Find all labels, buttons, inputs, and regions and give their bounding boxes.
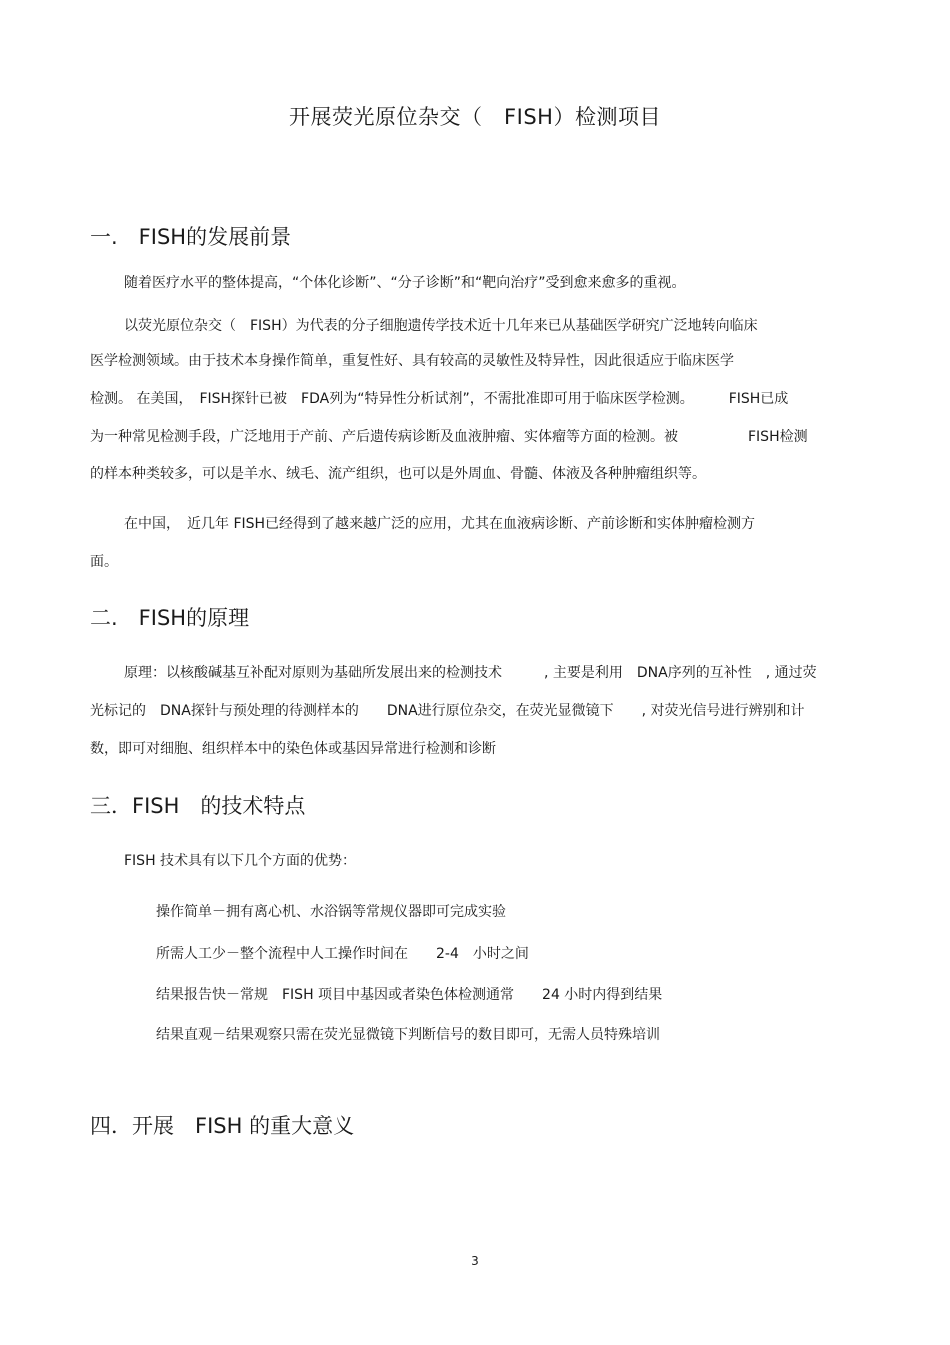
paragraph-line: 以荧光原位杂交（ FISH）为代表的分子细胞遗传学技术近十几年来已从基础医学研究广泛地转向临床 bbox=[124, 318, 758, 334]
paragraph-line: 的样本种类较多，可以是羊水、绒毛、流产组织，也可以是外周血、骨髓、体液及各种肿瘤组织等。 bbox=[90, 466, 706, 482]
paragraph-line: 在中国， 近几年 FISH已经得到了越来越广泛的应用，尤其在血液病诊断、产前诊断和实体肿瘤检测方 bbox=[124, 516, 756, 532]
document-title: 开展荧光原位杂交（ FISH）检测项目 bbox=[289, 105, 661, 129]
section-heading-2: 二. FISH的原理 bbox=[90, 606, 250, 630]
section-heading-3: 三．FISH 的技术特点 bbox=[90, 794, 306, 818]
paragraph-line: 面。 bbox=[90, 554, 118, 570]
paragraph-line: 检测。 在美国， FISH探针已被 FDA列为“特异性分析试剂”，不需批准即可用于临床医学检测。 FISH已成 bbox=[90, 391, 789, 407]
paragraph-line: 为一种常见检测手段，广泛地用于产前、产后遗传病诊断及血液肿瘤、实体瘤等方面的检测。被 FISH检测 bbox=[90, 429, 808, 445]
page-number: 3 bbox=[471, 1254, 479, 1268]
list-item: 操作简单－拥有离心机、水浴锅等常规仪器即可完成实验 bbox=[156, 904, 506, 920]
list-item: 所需人工少－整个流程中人工操作时间在 2-4 小时之间 bbox=[156, 946, 529, 962]
paragraph-line: 数，即可对细胞、组织样本中的染色体或基因异常进行检测和诊断 bbox=[90, 741, 496, 757]
paragraph-line: 原理：以核酸碱基互补配对原则为基础所发展出来的检测技术 , 主要是利用 DNA序列的互补性 , 通过荧 bbox=[124, 665, 817, 681]
paragraph-line: 医学检测领域。由于技术本身操作简单，重复性好、具有较高的灵敏性及特异性，因此很适应于临床医学 bbox=[90, 353, 734, 369]
list-item: 结果报告快－常规 FISH 项目中基因或者染色体检测通常 24 小时内得到结果 bbox=[156, 987, 663, 1003]
section-heading-4: 四．开展 FISH 的重大意义 bbox=[90, 1114, 355, 1138]
paragraph-line: 光标记的 DNA探针与预处理的待测样本的 DNA进行原位杂交，在荧光显微镜下 , 对荧光信号进行辨别和计 bbox=[90, 703, 805, 719]
list-item: 结果直观－结果观察只需在荧光显微镜下判断信号的数目即可，无需人员特殊培训 bbox=[156, 1027, 660, 1043]
paragraph-line: 随着医疗水平的整体提高，“个体化诊断”、“分子诊断”和“靶向治疗”受到愈来愈多的重视。 bbox=[124, 275, 686, 291]
section-heading-1: 一. FISH的发展前景 bbox=[90, 225, 292, 249]
paragraph-line: FISH 技术具有以下几个方面的优势： bbox=[124, 853, 357, 869]
